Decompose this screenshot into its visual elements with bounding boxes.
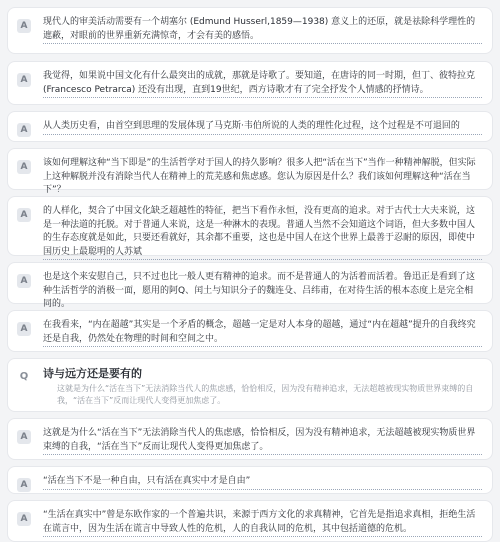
question-quote: 这就是为什么“活在当下”无法消除当代人的焦虑感，恰恰相反，因为没有精神追求，无法超越被现实物质世界束缚的自我，“活在当下”反而让现代人变得更加焦虑了。 [57, 384, 474, 405]
highlight-card[interactable] [7, 418, 493, 460]
question-title: 诗与远方还是要有的 [43, 367, 142, 380]
highlight-card[interactable] [7, 61, 493, 105]
annotation-badge: A [17, 208, 31, 222]
highlight-text: “活在当下不是一种自由，只有活在真实中才是自由” [43, 475, 482, 490]
highlight-text: 这就是为什么“活在当下”无法消除当代人的焦虑感，恰恰相反，因为没有精神追求，无法超越被现实物质世界束缚的自我，“活在当下”反而让现代人变得更加焦虑了。 [43, 427, 482, 455]
highlight-text: 也是这个来安慰自己，只不过也比一般人更有精神的追求。而不是普通人的为活着而活着。鲁迅正是看到了这种生活哲学的消极一面，愿用的阿Q、闰土与知识分子的魏连殳、吕纬甫，在对待生活的根本态度上是完全相同的。 [43, 271, 482, 313]
annotation-badge: A [17, 512, 31, 526]
highlight-card[interactable] [7, 196, 493, 256]
annotation-badge: A [17, 73, 31, 87]
highlight-card[interactable] [7, 111, 493, 142]
highlight-card[interactable] [7, 310, 493, 352]
highlight-card[interactable] [7, 148, 493, 195]
annotation-badge: A [17, 322, 31, 336]
question-badge: Q [19, 371, 29, 382]
highlight-text: 该如何理解这种“当下即是”的生活哲学对于国人的持久影响？很多人把“活在当下”当作一种精神解脱，但实际上这种解脱并没有消除当代人在精神上的荒芜感和焦虑感。您认为原因是什么？我们该如何理解这种“活在当下”？ [43, 157, 482, 199]
annotation-badge: A [17, 430, 31, 444]
annotation-badge: A [17, 274, 31, 288]
highlight-text: 从人类历史看，由首空到思理的发展体现了马克斯·韦伯所说的人类的理性化过程，这个过程是不可退回的 [43, 120, 482, 135]
question-card[interactable] [7, 358, 493, 412]
annotation-badge: A [17, 478, 31, 492]
highlight-text: 的人样化，契合了中国文化缺乏超越性的特征，把当下看作永恒，没有更高的追求。对于古代士大夫来说，这是一种法道的托脱。对于普通人来说，这是一种淋木的表现。普通人当然不会知道这个词语，但大多数中国人的生存态度就是如此，只要还看就好，其余都不重要，这也是中国人在这个世界上最善于忍耐的原因，即使中国历史上最聪明的人苏斌 [43, 205, 482, 260]
annotation-badge: A [17, 160, 31, 174]
highlight-card[interactable] [7, 7, 493, 54]
highlight-card[interactable] [7, 466, 493, 494]
highlight-card[interactable] [7, 262, 493, 309]
annotation-badge: A [17, 19, 31, 33]
highlight-text: 现代人的审美活动需要有一个胡塞尔 (Edmund Husserl,1859—1938) 意义上的还原，就是祛除科学理性的遮蔽，对眼前的世界重新充满惊奇，才会有美的感悟。 [43, 16, 482, 44]
highlight-text: 我觉得，如果说中国文化有什么最突出的成就，那就是诗歌了。要知道，在唐诗的同一时期，但丁、彼特拉克 (Francesco Petrarca) 还没有出现，直到19世纪，西方诗歌才有了完全抒发个人情感的抒情诗。 [43, 70, 482, 98]
highlight-card[interactable] [7, 500, 493, 542]
highlight-text: “生活在真实中”曾是东欧作家的一个普遍共识，来源于西方文化的求真精神，它首先是指追求真相，拒绝生活在谎言中，因为生活在谎言中导致人性的危机，人的自我认同的危机，其中包括道德的危机。 [43, 509, 482, 537]
highlight-text: 在我看来，“内在超越”其实是一个矛盾的概念，超越一定是对人本身的超越，通过“内在超越”提升的自我终究还是自我，仍然处在物理的时间和空间之中。 [43, 319, 482, 347]
annotation-badge: A [17, 123, 31, 137]
